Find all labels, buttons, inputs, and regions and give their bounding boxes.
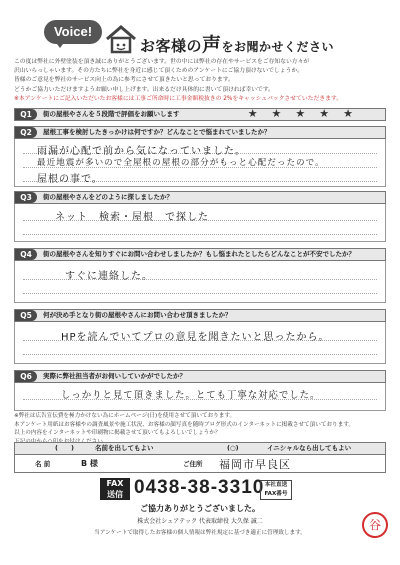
answer-4: すぐに連絡した。 [14,261,386,303]
answer-6: しっかりと見て頂きました。とても丁寧な対応でした。 [14,383,386,411]
question-2: Q2 屋根工事を検討したきっかけは何ですか？どんなことで悩まれていましたか？ [14,126,386,139]
question-1: Q1 街の屋根やさんを５段階で評価をお願いします ★★★★★ [14,108,386,121]
fax-block [100,478,290,500]
privacy-note: 当アンケートで取得したお客様の個人情報は弊社規定に基づき適正に管理致します。 [94,530,306,536]
option-name-mark: ( ) [55,444,74,452]
name-label: 名 前 [35,460,51,468]
footer-notes: ※弊社は広告宣伝費を極力かけない為にホームページ(日)を使用させて頂いております。 本アンケート用紙はお客様やの調査風景や施工状況、お客様の顔写真を随時ブログ形式のインターネットに掲載させて頂いております。 以上の内容をインターネットや印刷物に掲載させて頂いてもよろしいでしょうか？ [14,413,354,437]
question-6: Q6 実際に弊社担当者がお伺いしていかがでしたか？ [14,370,386,383]
customer-info [14,455,386,473]
thanks-text: ご協力ありがとうございました。 [140,504,260,513]
address-value: 福岡市早良区 [219,458,291,471]
answer-5: HPを読んでいてプロの意見を聞きたいと思ったから。 [14,322,386,364]
answer-3: ネット 検索・屋根 で探した [14,204,386,242]
question-5: Q5 何が決め手となり街の屋根やさんにお問い合わせ頂きましたか？ [14,309,386,322]
seal-stamp: 谷 [362,512,388,538]
house-icon [104,24,138,54]
fax-icon: FAX 送信 [100,478,130,500]
fax-note: 本社直送 FAX番号 [260,480,292,500]
rating-stars: ★★★★★ [247,107,367,120]
option-initial-mark: (○) [227,444,239,452]
voice-badge: Voice! [44,20,102,44]
question-4: Q4 街の屋根やさんを知りすぐにお問い合わせしましたか？もし悩まれたとしたらどんなことが不安でしたか？ [14,248,386,261]
option-initial-label: イニシャルなら出してもよい [267,444,352,452]
publish-options [14,442,386,455]
address-label: ご住所 [183,460,203,468]
fax-number: 0438-38-3310 [134,477,265,498]
company-name: 株式会社シェアテック 代表取締役 大久保 誠二 [137,518,263,525]
option-name-label: 名前を出してもよい [95,444,154,452]
answer-2: 雨漏が心配で前から気になっていました。 最近地震が多いので全屋根の屋根の部分がもっと心配だったので。 屋根の事で。 [14,139,386,187]
name-value: B 様 [81,459,98,468]
question-3: Q3 街の屋根やさんをどのように探しましたか？ [14,191,386,204]
voice-badge-tail [54,40,66,48]
intro-text: この度は弊社に外壁塗装を頂き誠にありがとうございます。世の中には弊社の存在やサービスをご存知ない方々が 沢山いらっしゃいます。その方たちに弊社を身近に感じて頂くためのアンケートにご協力頂けないでしょうか。 皆様のご意見を弊社のサービス向上の為に参考にさせて頂きたいと思っております。 どうかご協力いただけますようお願い申し上げます。出来るだけ具体的に書いて頂ければ幸いです。 ※本アンケートにご記入いただいたお客様には工事ご所命時に工事金額税抜きの 2%をキャッシュバックさせていただきます。 [14,59,343,102]
page-title: お客様の声をお聞かせください [140,34,335,56]
